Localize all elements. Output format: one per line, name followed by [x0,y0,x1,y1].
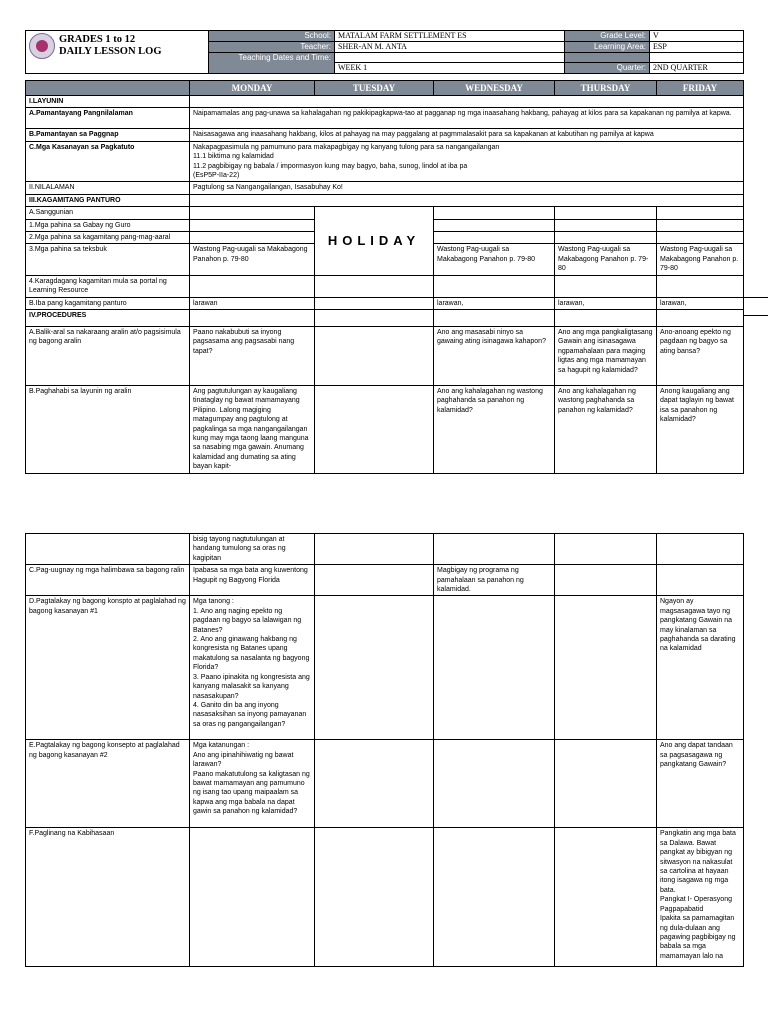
cell-blank [315,828,434,967]
cell-blank [555,219,657,231]
school-value: MATALAM FARM SETTLEMENT ES [335,31,565,42]
row-label-pagganap: B.Pamantayan sa Paggnap [26,129,190,141]
cell-blank [555,275,657,297]
paghahabi-monday: Ang pagtutulungan ay kaugaliang tinataglay ng bawat mamamayang Pilipino. Lalong magiging matagumpay ang pagtulong at pagkalinga sa mga nangangailangan kung may mga taong laang manguna sa nasabing mga gawain. Anumang kalamidad ang dumating sa ating bayan kapit- [190,385,315,473]
section-kagamitan: III.KAGAMITANG PANTURO [26,194,190,206]
nilalaman-text: Pagtulong sa Nangangailangan, Isasabuhay Ko! [190,182,744,194]
school-label: School: [209,31,335,42]
teacher-value: SHER-AN M. ANTA [335,42,565,53]
section-layunin: I.LAYUNIN [26,96,190,108]
paghahabi-wednesday: Ano ang kahalagahan ng wastong paghahanda sa panahon ng kalamidad? [434,385,555,473]
grade-level-value: V [650,31,744,42]
row-label-portal: 4.Karagdagang kagamitan mula sa portal ng Learning Resource [26,275,190,297]
stray-line [743,315,768,316]
cell-blank [657,219,744,231]
row-label-teksbuk: 3.Mga pahina sa teksbuk [26,244,190,275]
cell-blank [657,275,744,297]
row-label-balik-aral: A.Balik-aral sa nakaraang aralin at/o pagsisimula ng bagong aralin [26,326,190,385]
cell-blank [555,596,657,740]
cell-blank [555,309,657,326]
cell-blank [434,828,555,967]
cell-blank [434,534,555,565]
cell-blank [555,565,657,596]
paghahabi-friday: Anong kaugaliang ang dapat taglayin ng bawat isa sa panahon ng kalamidad? [657,385,744,473]
balik-aral-monday: Paano nakabubuti sa inyong pagsasama ang pagsasabi nang tapat? [190,326,315,385]
pagtalakay-2-monday: Mga katanungan : Ano ang ipinahihiwatig ng bawat larawan? Paano makatutulong sa kaligtasan ng bawat mamamayan ang pamumuno ng isang tao upang maipaalam sa kapwa ang mga babala na dapat gawin sa panahon ng kalamidad? [190,740,315,828]
section-procedures: IV.PROCEDURES [26,309,190,326]
teacher-label: Teacher: [209,42,335,53]
pag-uugnay-monday: Ipabasa sa mga bata ang kuwentong Hagupit ng Bagyong Florida [190,565,315,596]
iba-thursday: larawan, [555,297,657,309]
paglinang-friday: Pangkatin ang mga bata sa Dalawa. Bawat pangkat ay bibigyan ng sitwasyon na nakasulat sa cartolina at hayaan itong isagawa ng mga bata. Pangkat I- Operasyong Pagpapabatid Ipakita sa pamamagitan ng dula-dulaan ang pagawing pagbibigay ng babala sa mga mamamayan lalo na [657,828,744,967]
cell-blank [315,275,434,297]
row-label-paghahabi: B.Paghahabi sa layunin ng aralin [26,385,190,473]
pagtalakay-2-friday: Ano ang dapat tandaan sa pagsasagawa ng pangkatang Gawain? [657,740,744,828]
header-blank-label [565,53,650,63]
learning-area-value: ESP [650,42,744,53]
cell-blank [657,565,744,596]
row-label-kasanayan: C.Mga Kasanayan sa Pagkatuto [26,141,190,182]
pagtalakay-1-friday: Ngayon ay magsasagawa tayo ng pangkatang Gawain na may kinalaman sa paghahanda sa darating na kalamidad [657,596,744,740]
header-brand-cell [26,31,209,74]
day-header-monday: MONDAY [190,81,315,96]
grades-label: GRADES 1 to 12 [59,34,136,45]
kasanayan-text: Nakapagpasimula ng pamumuno para makapagbigay ng kanyang tulong para sa nangangailangan 11.1 biktima ng kalamidad 11.2 pagbibigay ng babala / impormasyon kung may bagyo, baha, sunog, lindol at iba pa (EsP5P-IIa-22) [190,141,744,182]
cell-blank [657,232,744,244]
row-label-pagtalakay-1: D.Pagtalakay ng bagong konspto at paglalahad ng bagong kasanayan #1 [26,596,190,740]
day-header-blank [26,81,190,96]
teaching-dates-value-blank [335,53,565,63]
cell-blank [434,596,555,740]
balik-aral-wednesday: Ano ang masasabi ninyo sa gawaing ating isinagawa kahapon? [434,326,555,385]
lesson-log-table-page-2 [25,533,744,967]
quarter-label: Quarter: [565,63,650,74]
cell-blank [434,232,555,244]
cell-blank [434,740,555,828]
cell-blank [315,740,434,828]
pangnilalaman-text: Naipamamalas ang pag-unawa sa kahalagahan ng pakikipagkapwa-tao at pagganap ng mga inaasahang hakbang, pahayag at kilos para sa kapakanan ng pamilya at kapwa. [190,108,744,129]
cell-blank [315,297,434,309]
cell-blank [26,534,190,565]
day-header-tuesday: TUESDAY [315,81,434,96]
layunin-blank [190,96,744,108]
header-blank-value [650,53,744,63]
iba-monday: larawan [190,297,315,309]
iba-wednesday: larawan, [434,297,555,309]
cell-blank [190,232,315,244]
teaching-dates-value: WEEK 1 [335,63,565,74]
kagamitan-blank [190,194,744,206]
cell-blank [315,309,434,326]
cell-blank [315,565,434,596]
paghahabi-monday-cont: bisig tayong nagtutulungan at handang tumulong sa oras ng kagipitan [190,534,315,565]
cell-blank [555,828,657,967]
cell-blank [434,219,555,231]
balik-aral-friday: Ano-anoang epekto ng pagdaan ng bagyo sa ating bansa? [657,326,744,385]
teksbuk-friday: Wastong Pag-uugali sa Makabagong Panahon p. 79-80 [657,244,744,275]
cell-blank [555,207,657,219]
row-label-pagtalakay-2: E.Pagtalakay ng bagong konsepto at paglalahad ng bagong kasanayan #2 [26,740,190,828]
cell-blank [315,326,434,385]
row-label-sanggunian: A.Sanggunian [26,207,190,219]
day-header-thursday: THURSDAY [555,81,657,96]
cell-blank [315,385,434,473]
day-header-friday: FRIDAY [657,81,744,96]
cell-blank [657,207,744,219]
day-header-wednesday: WEDNESDAY [434,81,555,96]
lesson-log-table-page-1 [25,80,744,474]
row-label-pangnilalaman: A.Pamantayang Pangnilalaman [26,108,190,129]
iba-friday: larawan, [657,297,744,309]
learning-area-label: Learning Area: [565,42,650,53]
teksbuk-monday: Wastong Pag-uugali sa Makabagong Panahon p. 79-80 [190,244,315,275]
cell-blank [657,309,744,326]
holiday-cell: HOLIDAY [315,207,434,275]
quarter-value: 2ND QUARTER [650,63,744,74]
pag-uugnay-wednesday: Magbigay ng programa ng pamahalaan sa panahon ng kalamidad. [434,565,555,596]
cell-blank [555,232,657,244]
pagtalakay-1-monday: Mga tanong : 1. Ano ang naging epekto ng pagdaan ng bagyo sa lalawigan ng Batanes? 2. Ano ang ginawang hakbang ng kongresista ng Batanes upang makatulong sa nasalanta ng bagyong Florida? 3. Paano ipinakita ng kongresista ang kanyang malasakit sa kanyang nasasakupan? 4. Ganito din ba ang inyong nasasaksihan sa inyong pamayanan sa oras ng pangangailangan? [190,596,315,740]
cell-blank [434,207,555,219]
cell-blank [190,207,315,219]
teksbuk-thursday: Wastong Pag-uugali sa Makabagong Panahon p. 79-80 [555,244,657,275]
cell-blank [315,534,434,565]
row-label-kagamitan-pang: 2.Mga pahina sa kagamitang pang-mag-aaral [26,232,190,244]
cell-blank [190,275,315,297]
teksbuk-wednesday: Wastong Pag-uugali sa Makabagong Panahon p. 79-80 [434,244,555,275]
cell-blank [315,596,434,740]
row-label-iba: B.Iba pang kagamitang panturo [26,297,190,309]
row-label-pag-uugnay: C.Pag-uugnay ng mga halimbawa sa bagong ralin [26,565,190,596]
cell-blank [190,828,315,967]
deped-seal-icon [29,33,55,59]
row-label-paglinang: F.Paglinang na Kabihasaan [26,828,190,967]
paghahabi-thursday: Ano ang kahalagahan ng wastong paghahanda sa panahon ng kalamidad? [555,385,657,473]
cell-blank [190,219,315,231]
row-label-nilalaman: II.NILALAMAN [26,182,190,194]
cell-blank [190,309,315,326]
cell-blank [657,534,744,565]
stray-line [743,297,768,298]
cell-blank [434,309,555,326]
grade-level-label: Grade Level: [565,31,650,42]
cell-blank [555,740,657,828]
pagganap-text: Naisasagawa ang inaasahang hakbang, kilos at pahayag na may paggalang at pagmmalasakit para sa kapakanan at kabutihan ng pamilya at kapwa [190,129,744,141]
header-table [25,30,744,74]
teaching-dates-label: Teaching Dates and Time: [209,53,335,74]
cell-blank [434,275,555,297]
balik-aral-thursday: Ano ang mga pangkaligtasang Gawain ang isinasagawa ngpamahalaan para maging ligtas ang mga mamamayan sa hagupit ng kalamidad? [555,326,657,385]
cell-blank [555,534,657,565]
row-label-gabay: 1.Mga pahina sa Gabay ng Guro [26,219,190,231]
daily-lesson-log-title: DAILY LESSON LOG [59,46,162,57]
